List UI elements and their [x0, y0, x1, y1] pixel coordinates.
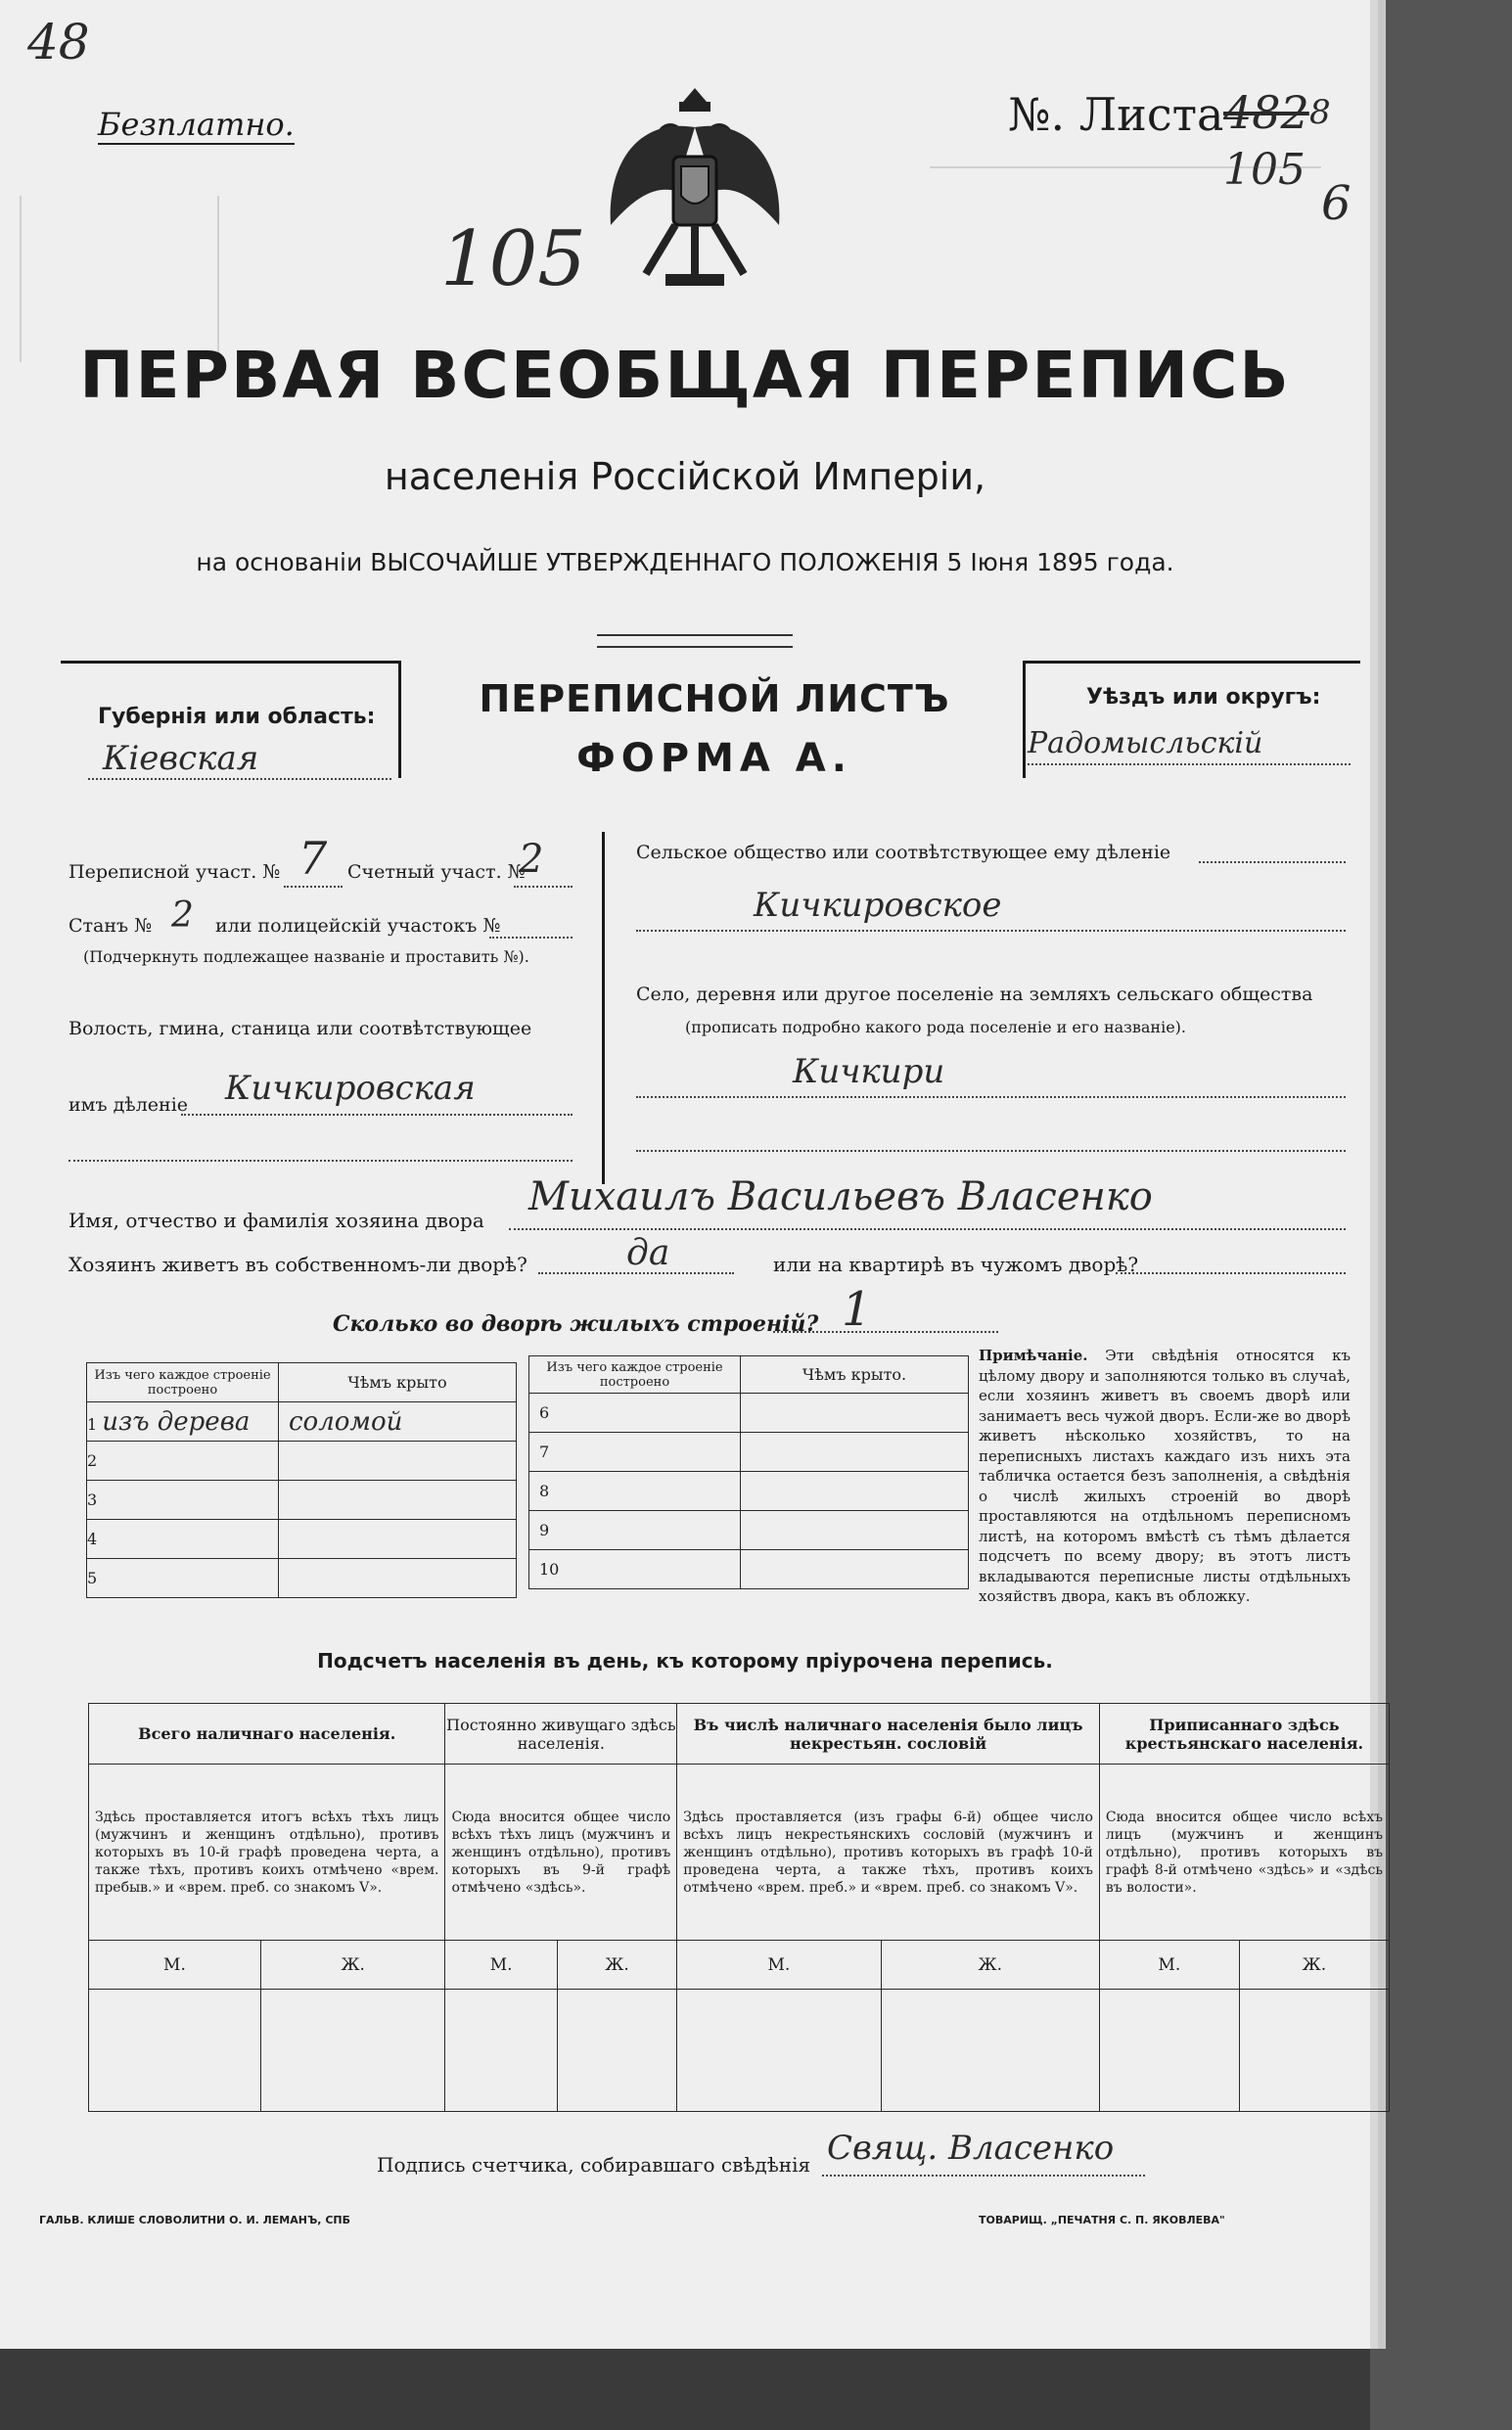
province-line — [88, 778, 391, 780]
count-col-title: Приписаннаго здѣсь крестьянскаго населенія. — [1099, 1704, 1389, 1765]
table-row — [529, 1433, 969, 1472]
own-yard-value: да — [626, 1233, 670, 1273]
main-title: ПЕРВАЯ ВСЕОБЩАЯ ПЕРЕПИСЬ — [79, 338, 1291, 413]
footer-left: ГАЛЬВ. КЛИШЕ СЛОВОЛИТНИ О. И. ЛЕМАНЪ, СПБ — [39, 2214, 350, 2226]
sheet-number-new: 105 — [1223, 145, 1306, 195]
table-row — [87, 1520, 517, 1559]
volost-line-2 — [69, 1160, 573, 1162]
police-label: или полицейскій участокъ № — [215, 915, 501, 937]
form-subtitle: ФОРМА А. — [576, 736, 852, 781]
footnote-text: Эти свѣдѣнія относятся къ цѣлому двору и заполняются только въ случаѣ, если хозяинъ живетъ въ своемъ дворѣ или занимаетъ весь чужой дворъ. Если-же во дворѣ живетъ нѣсколько хозяйствъ, то на переписныхъ листахъ каждаго изъ нихъ эта табличка остается безъ заполненія, а свѣдѣнія о числѣ жилыхъ строеній во дворѣ проставляются на отдѣльномъ переписномъ листѣ, на которомъ вмѣстѣ съ тѣмъ дѣлается подсчетъ по всему двору; въ этотъ листъ вкладываются переписные листы отдѣльныхъ хозяйствъ двора, какъ въ обложку. — [979, 1347, 1351, 1605]
stamp-number: 105 — [440, 215, 586, 303]
volost-label: Волость, гмина, станица или соотвѣтствующее — [69, 1018, 532, 1039]
table-row — [87, 1559, 517, 1598]
table-row — [87, 1402, 517, 1442]
count-col-desc: Сюда вносится общее число всѣхъ лицъ (мужчинъ и женщинъ отдѣльно), противъ которыхъ въ графѣ 8-й отмѣчено «здѣсь» и «здѣсь въ волости». — [1099, 1765, 1389, 1941]
society-value: Кичкировское — [754, 886, 1002, 925]
male-header: М. — [445, 1941, 557, 1990]
sheet-number-label: №. Листа — [1008, 88, 1224, 141]
buildings-label: Сколько во дворѣ жилыхъ строеній? — [333, 1311, 819, 1337]
table-row — [529, 1550, 969, 1589]
village-note: (прописать подробно какого рода поселеніе и его названіе). — [685, 1018, 1186, 1036]
row-number: 4 — [87, 1520, 279, 1559]
rule — [1023, 661, 1026, 778]
province-value: Кіевская — [103, 739, 259, 778]
col-material-header: Изъ чего каждое строеніе построено — [87, 1363, 279, 1402]
owner-name-line — [509, 1228, 1346, 1230]
row-number: 3 — [87, 1481, 279, 1520]
society-line — [636, 930, 1346, 932]
female-header: Ж. — [1239, 1941, 1389, 1990]
owner-name-value: Михаилъ Васильевъ Власенко — [528, 1174, 1153, 1219]
row-number: 2 — [87, 1442, 279, 1481]
col-material-header-right: Изъ чего каждое строеніе построено — [529, 1356, 741, 1394]
subtitle: населенія Россійской Имперіи, — [384, 455, 986, 498]
count-col-desc: Здѣсь проставляется (изъ графы 6-й) общее число всѣхъ лицъ некрестьянскихъ сословій (мужчинъ и женщинъ отдѣльно), противъ которыхъ въ графѣ 10-й проведена черта, а также тѣхъ, противъ коихъ отмѣчено «врем. преб.» и «врем. преб. со знакомъ V». — [677, 1765, 1100, 1941]
male-header: М. — [1099, 1941, 1239, 1990]
other-yard-label: или на квартирѣ въ чужомъ дворѣ? — [773, 1253, 1139, 1276]
footer-right: ТОВАРИЩ. „ПЕЧАТНЯ С. П. ЯКОВЛЕВА" — [979, 2214, 1225, 2226]
village-line — [636, 1096, 1346, 1098]
count-col-title: Постоянно живущаго здѣсь населенія. — [445, 1704, 677, 1765]
count-col-title: Въ числѣ наличнаго населенія было лицъ некрестьян. сословій — [677, 1704, 1100, 1765]
corner-number: 48 — [27, 14, 90, 70]
free-label: Безплатно. — [98, 106, 295, 143]
count-area-value: 2 — [519, 837, 544, 882]
row-number: 5 — [87, 1559, 279, 1598]
volost-label-2: имъ дѣленіе — [69, 1094, 189, 1116]
roof-value: соломой — [279, 1402, 517, 1442]
table-row — [87, 1442, 517, 1481]
volost-value: Кичкировская — [225, 1069, 476, 1108]
row-number: 1 — [87, 1414, 98, 1434]
row-number: 8 — [529, 1472, 741, 1511]
buildings-table-right — [528, 1355, 969, 1589]
village-label: Село, деревня или другое поселеніе на земляхъ сельскаго общества — [636, 984, 1313, 1005]
male-header: М. — [677, 1941, 881, 1990]
imperial-eagle-icon — [597, 78, 793, 303]
count-col-desc: Сюда вносится общее число всѣхъ тѣхъ лицъ (мужчинъ и женщинъ отдѣльно), противъ которыхъ въ 9-й графѣ отмѣчено «здѣсь». — [445, 1765, 677, 1941]
owner-name-label: Имя, отчество и фамилія хозяина двора — [69, 1209, 484, 1232]
row-number: 9 — [529, 1511, 741, 1550]
table-row — [529, 1511, 969, 1550]
police-line — [489, 937, 573, 939]
rule — [61, 661, 398, 664]
signature-label: Подпись счетчика, собиравшаго свѣдѣнія — [377, 2153, 811, 2177]
district-line — [1028, 763, 1351, 765]
sheet-number-small: 8 — [1309, 93, 1331, 132]
col-roof-header-right: Чѣмъ крыто. — [741, 1356, 969, 1394]
sheet-number-crossed: 482 — [1223, 86, 1309, 139]
underline-note: (Подчеркнуть подлежащее названіе и проставить №). — [83, 947, 529, 966]
table-row — [529, 1472, 969, 1511]
row-number: 10 — [529, 1550, 741, 1589]
count-col-desc: Здѣсь проставляется итогъ всѣхъ тѣхъ лицъ (мужчинъ и женщинъ отдѣльно), противъ которыхъ въ 10-й графѣ проведена черта, а также тѣхъ, противъ коихъ отмѣчено «врем. пребыв.» и «врем. преб. со знакомъ V». — [89, 1765, 445, 1941]
footnote — [979, 1346, 1351, 1607]
buildings-value: 1 — [842, 1282, 872, 1337]
count-heading: Подсчетъ населенія въ день, къ которому пріурочена перепись. — [317, 1649, 1053, 1673]
table-row — [529, 1394, 969, 1433]
village-line-2 — [636, 1150, 1346, 1152]
buildings-line — [773, 1331, 998, 1333]
signature-line — [822, 2175, 1145, 2177]
background-strip — [1370, 0, 1512, 2430]
show-through-block-right — [930, 166, 1321, 354]
female-header: Ж. — [557, 1941, 676, 1990]
material-value: изъ дерева — [102, 1406, 251, 1437]
ornament-divider — [597, 634, 793, 648]
village-value: Кичкири — [793, 1052, 945, 1091]
population-count-table — [88, 1703, 1390, 2112]
rule — [1023, 661, 1360, 664]
column-divider — [602, 832, 605, 1184]
form-title: ПЕРЕПИСНОЙ ЛИСТЪ — [479, 677, 950, 720]
count-area-label: Счетный участ. № — [347, 861, 526, 883]
society-line-end — [1199, 861, 1346, 863]
signature-value: Свящ. Власенко — [827, 2129, 1115, 2168]
count-col-title: Всего наличнаго населенія. — [89, 1704, 445, 1765]
stan-value: 2 — [171, 895, 194, 936]
other-yard-line — [1116, 1272, 1346, 1274]
female-header: Ж. — [260, 1941, 445, 1990]
row-number: 6 — [529, 1394, 741, 1433]
stan-label: Станъ № — [69, 915, 153, 937]
own-yard-line — [538, 1272, 734, 1274]
census-area-label: Переписной участ. № — [69, 861, 281, 883]
table-row — [87, 1481, 517, 1520]
buildings-table-left — [86, 1362, 517, 1598]
footnote-lead: Примѣчаніе. — [979, 1347, 1088, 1364]
own-yard-label: Хозяинъ живетъ въ собственномъ-ли дворѣ? — [69, 1253, 527, 1276]
count-area-line — [514, 886, 573, 888]
sheet-number-side: 6 — [1321, 176, 1352, 231]
society-label: Сельское общество или соотвѣтствующее ему дѣленіе — [636, 842, 1171, 863]
col-roof-header: Чѣмъ крыто — [279, 1363, 517, 1402]
volost-line — [181, 1114, 573, 1116]
basis-line: на основаніи ВЫСОЧАЙШЕ УТВЕРЖДЕННАГО ПОЛОЖЕНІЯ 5 Іюня 1895 года. — [196, 548, 1174, 576]
census-area-value: 7 — [298, 832, 328, 885]
district-label: Уѣздъ или округъ: — [1086, 685, 1321, 710]
province-label: Губернія или область: — [98, 705, 376, 729]
row-number: 7 — [529, 1433, 741, 1472]
female-header: Ж. — [881, 1941, 1099, 1990]
district-value: Радомысльскій — [1028, 726, 1263, 760]
male-header: М. — [89, 1941, 261, 1990]
census-area-line — [284, 886, 343, 888]
